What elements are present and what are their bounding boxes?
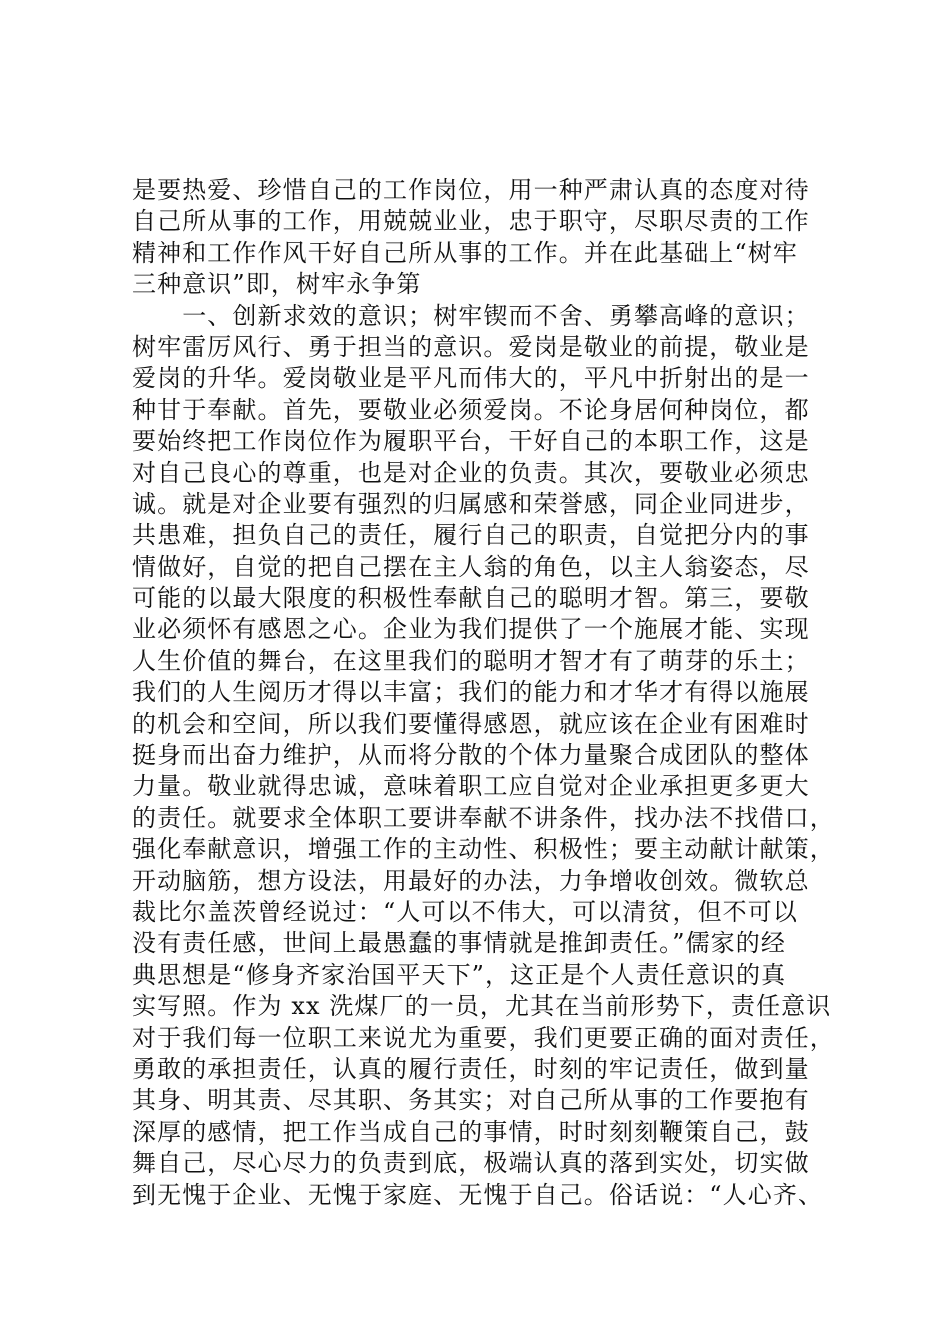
text-line: 一、创新求效的意识；树牢锲而不舍、勇攀高峰的意识； [132,301,810,330]
text-line: 精神和工作作风干好自己所从事的工作。并在此基础上“树牢 [132,238,798,267]
text-line: 共患难，担负自己的责任，履行自己的职责，自觉把分内的事 [132,521,810,550]
body-text [132,175,852,1211]
text-line: 到无愧于企业、无愧于家庭、无愧于自己。俗话说：“人心齐、 [132,1180,824,1209]
text-line: 力量。敬业就得忠诚，意味着职工应自觉对企业承担更多更大 [132,772,810,801]
text-line: 其身、明其责、尽其职、务其实；对自己所从事的工作要抱有 [132,1086,810,1115]
text-line: 爱岗的升华。爱岗敬业是平凡而伟大的，平凡中折射出的是一 [132,364,810,393]
text-line: 深厚的感情，把工作当成自己的事情，时时刻刻鞭策自己，鼓 [132,1117,810,1146]
text-line: 人生价值的舞台，在这里我们的聪明才智才有了萌芽的乐土； [132,646,810,675]
text-line: 勇敢的承担责任，认真的履行责任，时刻的牢记责任，做到量 [132,1054,810,1083]
text-line: 的机会和空间，所以我们要懂得感恩，就应该在企业有困难时 [132,709,810,738]
text-line: 业必须怀有感恩之心。企业为我们提供了一个施展才能、实现 [132,615,810,644]
text-line: 要始终把工作岗位作为履职平台，干好自己的本职工作，这是 [132,427,810,456]
text-line: 舞自己，尽心尽力的负责到底，极端认真的落到实处，切实做 [132,1149,810,1178]
text-line: 诚。就是对企业要有强烈的归属感和荣誉感，同企业同进步， [132,489,810,518]
text-line: 强化奉献意识，增强工作的主动性、积极性；要主动献计献策， [132,835,835,864]
text-line: 裁比尔盖茨曾经说过：“人可以不伟大，可以清贫，但不可以 [132,897,798,926]
text-line: 三种意识”即，树牢永争第 [132,270,422,299]
text-line: 的责任。就要求全体职工要讲奉献不讲条件，找办法不找借口， [132,803,835,832]
text-line: 可能的以最大限度的积极性奉献自己的聪明才智。第三，要敬 [132,584,810,613]
text-line: 典思想是“修身齐家治国平天下”，这正是个人责任意识的真 [132,960,787,989]
text-line: 没有责任感，世间上最愚蠢的事情就是推卸责任。”儒家的经 [132,929,786,958]
text-line: 实写照。作为 xx 洗煤厂的一员，尤其在当前形势下，责任意识 [132,992,832,1021]
text-line: 是要热爱、珍惜自己的工作岗位，用一种严肃认真的态度对待 [132,176,810,204]
text-line: 对于我们每一位职工来说尤为重要，我们更要正确的面对责任， [132,1023,835,1052]
text-line: 开动脑筋，想方设法，用最好的办法，力争增收创效。微软总 [132,866,810,895]
text-line: 树牢雷厉风行、勇于担当的意识。爱岗是敬业的前提，敬业是 [132,332,810,361]
text-line: 对自己良心的尊重，也是对企业的负责。其次，要敬业必须忠 [132,458,810,487]
text-line: 我们的人生阅历才得以丰富；我们的能力和才华才有得以施展 [132,678,810,707]
text-line: 情做好，自觉的把自己摆在主人翁的角色，以主人翁姿态，尽 [132,552,810,581]
text-line: 挺身而出奋力维护，从而将分散的个体力量聚合成团队的整体 [132,741,810,770]
text-line: 种甘于奉献。首先，要敬业必须爱岗。不论身居何种岗位，都 [132,395,810,424]
text-line: 自己所从事的工作，用兢兢业业，忠于职守，尽职尽责的工作 [132,207,810,236]
